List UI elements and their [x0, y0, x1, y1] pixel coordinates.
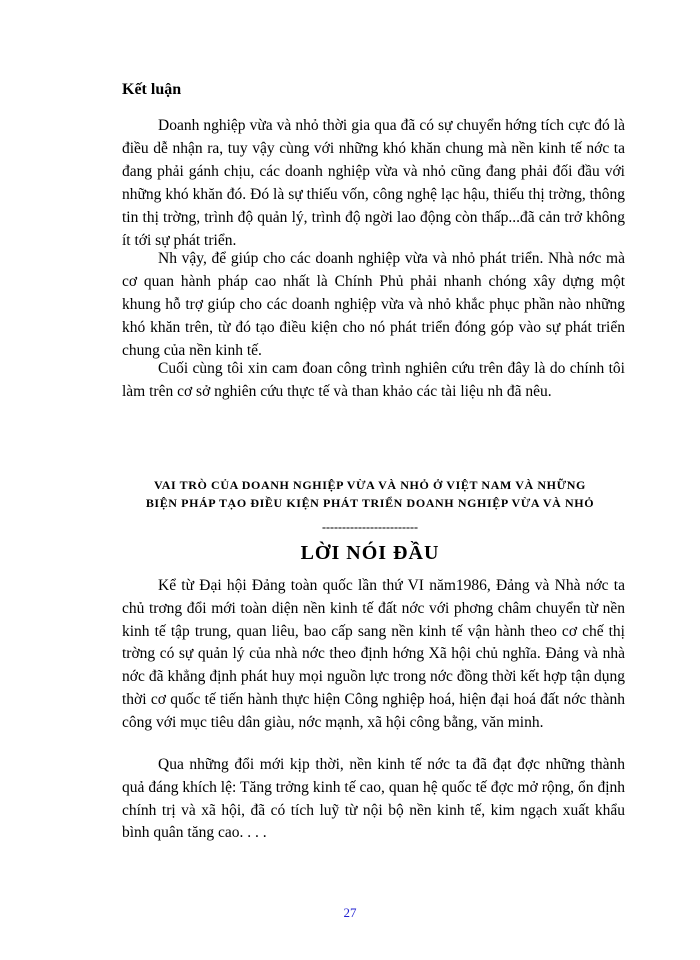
- foreword-heading: LỜI NÓI ĐẦU: [300, 542, 440, 564]
- conclusion-paragraph-2: Nh vậy, để giúp cho các doanh nghiệp vừa và nhỏ phát triển. Nhà nớc mà cơ quan hành pháp cao nhất là Chính Phủ phải nhanh chóng xây dựng một khung hỗ trợ giúp cho các doanh nghiệp vừa và nhỏ khắc phục phần nào những khó khăn trên, từ đó tạo điều kiện cho nó phát triển đóng góp vào sự phát triển chung của nền kinh tế.: [122, 250, 625, 359]
- foreword-paragraph-2: Qua những đổi mới kịp thời, nền kinh tế nớc ta đã đạt đợc những thành quả đáng khích lệ: Tăng trởng kinh tế cao, quan hệ quốc tế đợc mở rộng, ổn định chính trị và xã hội, đã có tích luỹ từ nội bộ nền kinh tế, kim ngạch xuất khẩu bình quân tăng cao. . . .: [122, 756, 625, 842]
- foreword-paragraph-1: Kể từ Đại hội Đảng toàn quốc lần thứ VI năm1986, Đảng và Nhà nớc ta chủ trơng đổi mới toàn diện nền kinh tế đất nớc với phơng châm chuyển từ nền kinh tế tập trung, quan liêu, bao cấp sang nền kinh tế vận hành theo cơ chế thị trờng có sự quản lý của nhà nớc theo định hớng Xã hội chủ nghĩa. Đảng và nhà nớc đã khẳng định phát huy mọi nguồn lực trong nớc đồng thời kết hợp tận dụng thời cơ quốc tế tiến hành thực hiện Công nghiệp hoá, hiện đại hoá đất nớc thành công với mục tiêu dân giàu, nớc mạnh, xã hội công bằng, văn minh.: [122, 577, 625, 731]
- section-separator: ------------------------: [322, 520, 418, 534]
- page-number: 27: [343, 905, 357, 920]
- section-title-line-1: VAI TRÒ CỦA DOANH NGHIỆP VỪA VÀ NHỎ Ở VIỆT NAM VÀ NHỮNG: [154, 478, 586, 492]
- conclusion-paragraph-1: Doanh nghiệp vừa và nhỏ thời gia qua đã có sự chuyển hớng tích cực đó là điều dễ nhận ra, tuy vậy cùng với những khó khăn chung mà nền kinh tế nớc ta đang phải gánh chịu, các doanh nghiệp vừa và nhỏ cũng đang phải đối đầu với những khó khăn đó. Đó là sự thiếu vốn, công nghệ lạc hậu, thiếu thị trờng, thông tin thị trờng, trình độ quản lý, trình độ ngời lao động còn thấp...đã cản trở không ít tới sự phát triển.: [122, 117, 625, 249]
- conclusion-heading: Kết luận: [122, 81, 182, 98]
- section-title-line-2: BIỆN PHÁP TẠO ĐIỀU KIỆN PHÁT TRIỂN DOANH NGHIỆP VỪA VÀ NHỎ: [145, 496, 595, 510]
- conclusion-paragraph-3: Cuối cùng tôi xin cam đoan công trình nghiên cứu trên đây là do chính tôi làm trên cơ sở nghiên cứu thực tế và than khảo các tài liệu nh đã nêu.: [122, 360, 625, 400]
